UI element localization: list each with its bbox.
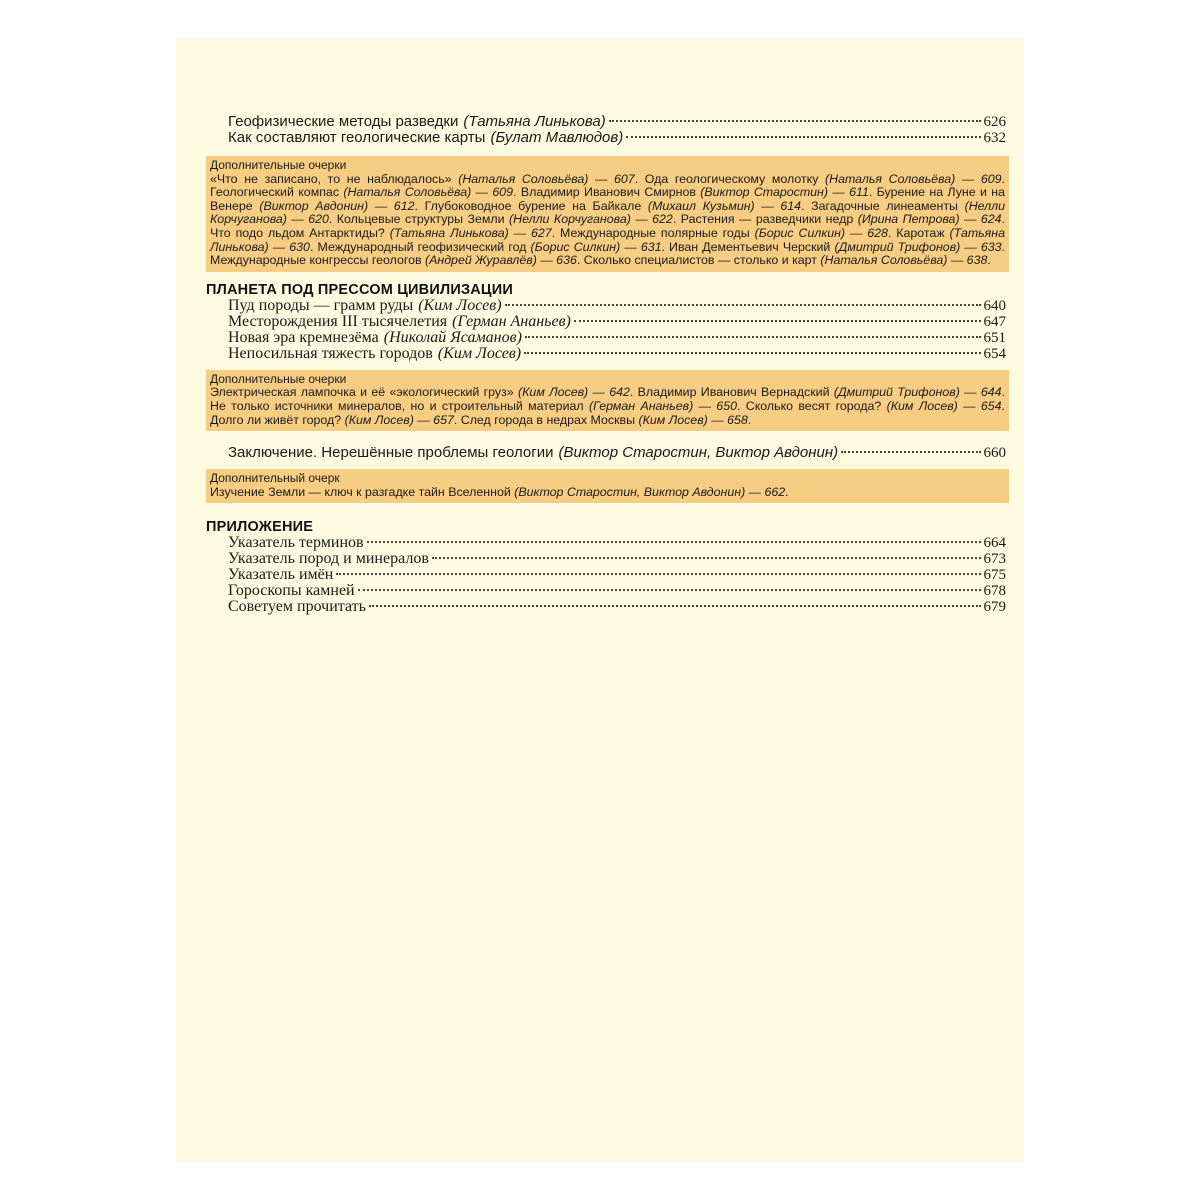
essay-title: . Международные полярные годы [551,225,755,240]
essay-author-page: (Ирина Петрова) — 624 [857,212,1002,227]
dot-leader [367,541,981,543]
essay-title: . Международный геофизический год [309,239,531,254]
essay-title: . Владимир Иванович Вернадский [629,385,834,400]
essay-author-page: (Виктор Старостин, Виктор Авдонин) — 662 [514,484,786,499]
entry-title: Указатель терминов [228,535,364,552]
essay-title: Изучение Земли — ключ к разгадке тайн Вселенной [210,484,515,499]
entry-author: (Николай Ясаманов) [383,329,522,346]
dot-leader [336,573,980,575]
additional-essay-box [206,469,1009,503]
essay-title: . Бурение на Луне и на Венере [210,185,1005,213]
entry-page: 664 [983,535,1006,552]
essay-author-page: (Борис Силкин) — 628 [754,225,888,240]
conclusion-entry-wrap [206,445,1006,461]
essay-title: Электрическая лампочка и её «экологический груз» [210,385,518,400]
dot-leader [505,304,981,306]
box-text [210,485,789,499]
toc-entry [228,445,1006,461]
entry-page: 660 [983,445,1006,462]
toc-entry [228,298,1006,314]
essay-author-page: (Наталья Соловьёва) — 638 [820,253,988,268]
entry-title: Указатель имён [228,567,334,584]
table-of-contents [206,114,1006,615]
essay-title: . След города в недрах Москвы [453,412,639,427]
toc-entry [228,567,1006,583]
entry-page: 679 [983,599,1006,616]
essay-title: . Иван Дементьевич Черский [661,239,835,254]
top-entries [206,114,1006,146]
essay-title: . Геологический компас [210,171,1005,200]
essay-title: . Владимир Иванович Смирнов [513,185,701,200]
dot-leader [525,336,981,338]
essay-title: . Международные конгрессы геологов [210,239,1006,268]
entry-page: 678 [983,583,1006,600]
entry-title: Гороскопы камней [228,583,355,600]
entry-page: 626 [983,114,1006,130]
essay-title: . Долго ли живёт город? [210,398,1005,427]
box-label: Дополнительный очерк [210,471,340,486]
dot-leader [358,589,981,591]
essay-author-page: (Ким Лосев) — 658 [638,412,748,427]
dot-leader [574,320,981,322]
section-entries [206,298,1006,362]
entry-title: Месторождения III тысячелетия [228,313,448,330]
box-label: Дополнительные очерки [210,158,347,172]
entry-author: (Ким Лосев) [437,345,522,362]
entry-author: (Виктор Старостин, Виктор Авдонин) [558,445,839,462]
essay-title: . Не только источники минералов, но и строительный материал [210,385,1005,413]
entry-title: Как составляют геологические карты [228,130,486,146]
entry-title: Непосильная тяжесть городов [228,345,433,362]
essay-title: . [785,484,789,499]
section-title: ПЛАНЕТА ПОД ПРЕССОМ ЦИВИЛИЗАЦИИ [206,281,513,298]
entry-author: (Булат Мавлюдов) [490,130,624,146]
section-title: ПРИЛОЖЕНИЕ [206,519,314,536]
essay-title: «Что не записано, то не наблюдалось» [210,171,459,186]
entry-author: (Ким Лосев) [418,297,502,314]
essay-author-page: (Наталья Соловьёва) — 609 [825,171,1002,186]
essay-title: . Загадочные линеаменты [801,198,965,213]
dot-leader [626,136,980,138]
essay-author-page: (Ким Лосев) — 642 [518,385,630,400]
toc-entry [228,551,1006,567]
essay-author-page: (Татьяна Линькова) — 630 [210,225,1005,254]
toc-entry [228,114,1006,130]
dot-leader [841,451,980,453]
toc-entry [228,330,1006,346]
dot-leader [524,352,980,354]
essay-author-page: (Дмитрий Трифонов) — 644 [833,385,1002,400]
toc-entry [228,535,1006,551]
appendix-entries [206,535,1006,615]
essay-author-page: (Нелли Корчуганова) — 622 [509,212,673,227]
essay-author-page: (Андрей Журавлёв) — 636 [425,253,577,268]
toc-entry [228,346,1006,362]
entry-page: 640 [983,297,1006,314]
entry-page: 651 [983,329,1006,346]
essay-title: . Каротаж [887,225,950,240]
entry-author: (Герман Ананьев) [452,313,571,330]
dot-leader [369,605,981,607]
essay-title: . Кольцевые структуры Земли [328,212,510,227]
essay-title: . [987,253,991,268]
essay-author-page: (Наталья Соловьёва) — 607 [458,171,635,186]
entry-page: 673 [983,551,1006,568]
toc-entry [228,314,1006,330]
essay-author-page: (Татьяна Линькова) — 627 [389,225,552,240]
essay-title: . Растения — разведчики недр [672,212,858,227]
entry-title: Геофизические методы разведки [228,114,459,130]
entry-author: (Татьяна Линькова) [463,114,606,130]
toc-entry [228,599,1006,615]
additional-essays-box [206,370,1009,431]
essay-title: . Сколько весят города? [736,398,887,413]
entry-title: Новая эра кремнезёма [228,329,379,346]
book-page [176,38,1024,1162]
entry-title: Пуд породы — грамм руды [228,297,414,314]
essay-author-page: (Нелли Корчуганова) — 620 [210,198,1005,227]
essay-author-page: (Борис Силкин) — 631 [530,239,662,254]
box-text [210,172,1005,268]
essay-author-page: (Виктор Старостин) — 611 [700,185,869,200]
essay-author-page: (Ким Лосев) — 654 [886,398,1002,413]
essay-title: . Что подо льдом Антарктиды? [210,212,1006,240]
essay-author-page: (Герман Ананьев) — 650 [588,398,737,413]
entry-page: 654 [983,345,1006,362]
dot-leader [432,557,981,559]
essay-title: . Глубоководное бурение на Байкале [414,198,648,213]
dot-leader [609,120,981,122]
essay-author-page: (Михаил Кузьмин) — 614 [647,198,802,213]
essay-author-page: (Ким Лосев) — 657 [344,412,454,427]
entry-page: 647 [983,313,1006,330]
essay-author-page: (Наталья Соловьёва) — 609 [343,185,514,200]
toc-entry [228,130,1006,146]
entry-page: 675 [983,567,1006,584]
additional-essays-box [206,156,1009,272]
entry-title: Заключение. Нерешённые проблемы геологии [228,445,554,462]
entry-page: 632 [983,130,1006,146]
entry-title: Советуем прочитать [228,599,366,616]
box-label: Дополнительные очерки [210,371,347,386]
essay-title: . [747,412,752,427]
essay-title: . Ода геологическому молотку [634,171,826,186]
box-text [210,385,1005,426]
essay-author-page: (Виктор Авдонин) — 612 [259,198,415,213]
essay-title: . Сколько специалистов — столько и карт [576,253,821,268]
essay-author-page: (Дмитрий Трифонов) — 633 [834,239,1002,254]
entry-title: Указатель пород и минералов [228,551,429,568]
toc-entry [228,583,1006,599]
